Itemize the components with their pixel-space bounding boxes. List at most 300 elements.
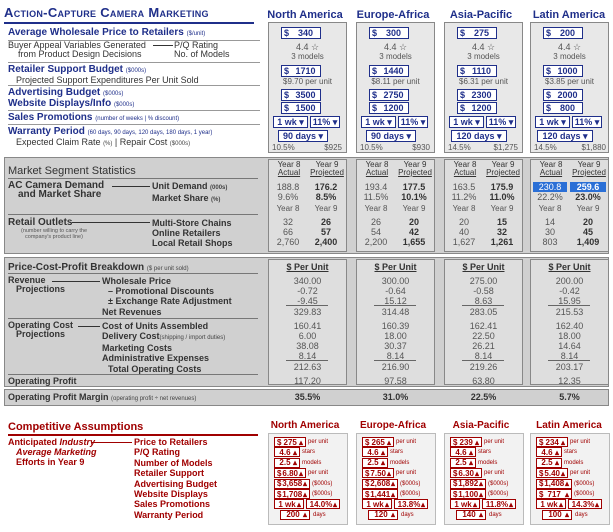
ca-models-unit-ap: models bbox=[478, 459, 498, 466]
advertising-input-la[interactable]: $ 2000 bbox=[543, 89, 583, 101]
demand-share-labels: Unit Demand (000s) Market Share (%) bbox=[152, 181, 228, 203]
ms-share-y8-la: 22.2% bbox=[537, 192, 563, 202]
pc-dc-na: 6.00 bbox=[298, 331, 317, 341]
ca-label-5: Website Displays bbox=[134, 489, 208, 500]
ca-label-1: P/Q Rating bbox=[134, 447, 181, 458]
pc-pd-la: -0.42 bbox=[559, 286, 580, 296]
warranty-select-la[interactable]: 120 days ▾ bbox=[537, 130, 593, 142]
stepper-icon: ▴ bbox=[302, 510, 307, 520]
ca-price-unit-ea: per unit bbox=[396, 439, 417, 445]
stepper-icon: ▴ bbox=[472, 499, 477, 509]
outlet-type-labels: Multi-Store Chains Online Retailers Local Retail Shops bbox=[152, 218, 233, 248]
ms-year8-head-na: Year 8 Actual bbox=[277, 160, 301, 177]
ca-warranty-unit-ea: days bbox=[401, 511, 414, 518]
advertising-label: Advertising Budget ($000s) bbox=[8, 87, 124, 98]
retailer-support-input-ea[interactable]: $ 1440 bbox=[369, 65, 409, 77]
promo-weeks-select-ea[interactable]: 1 wk ▾ bbox=[361, 116, 396, 128]
pc-nr-ea: 314.48 bbox=[381, 307, 410, 317]
stepper-icon: ▴ bbox=[386, 437, 391, 447]
ms-demand-y9-ap: 175.9 bbox=[490, 182, 514, 192]
claim-rate-ap: 14.5% bbox=[448, 143, 471, 152]
stepper-icon: ▴ bbox=[384, 499, 389, 509]
bracket-line bbox=[52, 281, 100, 282]
promo-discount-select-ea[interactable]: 11% ▾ bbox=[398, 116, 428, 128]
pc-dc-ea: 18.00 bbox=[384, 331, 407, 341]
pc-dc-la: 18.00 bbox=[558, 331, 581, 341]
ms-year8-head-la: Year 8 Actual bbox=[539, 160, 563, 177]
ms-local-y8-ea: 2,200 bbox=[364, 237, 388, 247]
ca-promo-weeks-ap[interactable]: 1 wk ▴ bbox=[450, 499, 480, 509]
ca-rs-input-ap[interactable]: $ 6.30 ▴ bbox=[450, 468, 482, 478]
stepper-icon: ▴ bbox=[468, 447, 473, 457]
divider bbox=[548, 360, 590, 361]
pq-rating-la: 4.4 ☆ bbox=[557, 42, 582, 52]
pc-dc-ap: 22.50 bbox=[472, 331, 495, 341]
operating-profit-label: Operating Profit bbox=[8, 376, 77, 386]
pc-ae-ea: 8.14 bbox=[386, 351, 405, 361]
star-icon: ☆ bbox=[486, 42, 496, 52]
ms-share-y9-la: 23.0% bbox=[575, 192, 601, 202]
pc-ca-ap: 162.41 bbox=[469, 321, 498, 331]
ca-promo-weeks-ea[interactable]: 1 wk ▴ bbox=[362, 499, 392, 509]
ms-chains-y8-ap: 20 bbox=[458, 217, 469, 227]
chevron-down-icon: ▾ bbox=[561, 117, 566, 127]
ca-price-unit-na: per unit bbox=[308, 439, 329, 445]
competitive-title: Competitive Assumptions bbox=[8, 421, 144, 433]
pc-wp-ea: 300.00 bbox=[381, 276, 410, 286]
website-input-ea[interactable]: $ 1200 bbox=[369, 102, 409, 114]
stepper-icon: ▴ bbox=[564, 489, 569, 499]
ca-ad-input-ea[interactable]: $ 2,608 ▴ bbox=[362, 479, 398, 489]
pc-ca-na: 160.41 bbox=[293, 321, 322, 331]
chevron-down-icon: ▾ bbox=[420, 117, 426, 127]
divider bbox=[8, 374, 258, 375]
divider bbox=[462, 360, 504, 361]
ca-web-unit-ea: ($000s) bbox=[400, 491, 421, 497]
pc-head-ap: $ Per Unit bbox=[462, 262, 505, 272]
ms-year9-head-la: Year 9 Projected bbox=[572, 160, 606, 177]
repair-cost-ea: $930 bbox=[412, 143, 430, 152]
ms-share-y8-ea: 11.5% bbox=[363, 192, 389, 202]
support-per-unit-la: $3.85 per unit bbox=[545, 77, 594, 86]
price-label: Average Wholesale Price to Retailers ($/unit) bbox=[8, 27, 206, 38]
ca-promo-weeks-na[interactable]: 1 wk ▴ bbox=[274, 499, 304, 509]
pc-op-ap: 63.80 bbox=[472, 376, 495, 386]
ca-models-unit-na: models bbox=[302, 459, 322, 466]
region-header-north-america: North America bbox=[267, 9, 343, 21]
ms-chains-y8-la: 14 bbox=[544, 217, 555, 227]
divider bbox=[548, 305, 590, 306]
stepper-icon: ▴ bbox=[380, 458, 385, 468]
ca-label-0: Price to Retailers bbox=[134, 437, 208, 447]
stepper-icon: ▴ bbox=[564, 479, 569, 489]
ca-models-input-ea[interactable]: 2.5 ▴ bbox=[362, 458, 388, 468]
pc-nr-la: 215.53 bbox=[555, 307, 584, 317]
ms-demand-y8-ap: 163.5 bbox=[452, 182, 476, 192]
models-ap: 3 models bbox=[467, 52, 500, 61]
pc-wp-na: 340.00 bbox=[293, 276, 322, 286]
ca-rs-unit-la: per unit bbox=[570, 470, 591, 477]
ca-web-unit-ap: ($000s) bbox=[488, 491, 509, 497]
advertising-input-ea[interactable]: $ 2750 bbox=[369, 89, 409, 101]
divider bbox=[8, 62, 260, 63]
website-label: Website Displays/Info ($000s) bbox=[8, 98, 135, 109]
stepper-icon: ▴ bbox=[332, 499, 337, 509]
ca-row-labels bbox=[134, 437, 217, 520]
stepper-icon: ▴ bbox=[474, 437, 479, 447]
ca-promo-weeks-la[interactable]: 1 wk ▴ bbox=[536, 499, 566, 509]
price-input-ap[interactable]: $ 275 bbox=[457, 27, 497, 39]
pc-toc-ea: 216.90 bbox=[381, 362, 410, 372]
stepper-icon: ▴ bbox=[478, 489, 483, 499]
pc-pd-na: -0.72 bbox=[297, 286, 318, 296]
promo-discount-select-na[interactable]: 11% ▾ bbox=[310, 116, 340, 128]
chevron-down-icon: ▾ bbox=[583, 131, 588, 141]
stepper-icon: ▴ bbox=[390, 510, 395, 520]
bracket-line bbox=[72, 222, 150, 223]
ca-pq-input-la[interactable]: 4.6 ▴ bbox=[536, 447, 562, 457]
warranty-select-ea[interactable]: 90 days ▾ bbox=[366, 130, 416, 142]
pc-margin-ea: 31.0% bbox=[382, 392, 409, 402]
claim-rate-la: 14.5% bbox=[534, 143, 557, 152]
bracket-line bbox=[153, 45, 173, 46]
advertising-input-na[interactable]: $ 3500 bbox=[281, 89, 321, 101]
pc-op-ea: 97.58 bbox=[384, 376, 407, 386]
stepper-icon: ▴ bbox=[420, 499, 425, 509]
website-input-na[interactable]: $ 1500 bbox=[281, 102, 321, 114]
stepper-icon: ▴ bbox=[380, 447, 385, 457]
support-per-unit-ea: $8.11 per unit bbox=[371, 77, 420, 86]
pc-mc-na: 38.08 bbox=[296, 341, 319, 351]
claim-repair-label: Expected Claim Rate (%) | Repair Cost ($000s) bbox=[16, 137, 191, 147]
chevron-down-icon: ▾ bbox=[594, 117, 600, 127]
buyer-appeal-label: Buyer Appeal Variables Generated from Product Design Decisions bbox=[8, 40, 146, 59]
divider bbox=[8, 85, 260, 86]
ms-demand-y8-na: 188.8 bbox=[276, 182, 300, 192]
ms-demand-y8-la: 230.8 bbox=[533, 182, 567, 192]
pc-nr-ap: 283.05 bbox=[469, 307, 498, 317]
pc-toc-la: 203.17 bbox=[555, 362, 584, 372]
stepper-icon: ▴ bbox=[594, 499, 599, 509]
website-input-la[interactable]: $ 800 bbox=[543, 102, 583, 114]
pc-mc-ea: 30.37 bbox=[384, 341, 407, 351]
divider bbox=[8, 110, 260, 111]
ca-pq-input-na[interactable]: 4.6 ▴ bbox=[274, 447, 300, 457]
ca-pq-input-ap[interactable]: 4.6 ▴ bbox=[450, 447, 476, 457]
pc-pd-ea: -0.64 bbox=[385, 286, 406, 296]
ms-online-y8-la: 30 bbox=[544, 227, 555, 237]
promo-discount-select-la[interactable]: 11% ▾ bbox=[572, 116, 602, 128]
pc-mc-la: 14.64 bbox=[558, 341, 581, 351]
stepper-icon: ▴ bbox=[558, 499, 563, 509]
stepper-icon: ▴ bbox=[292, 447, 297, 457]
ca-rs-unit-ea: per unit bbox=[396, 470, 417, 477]
margin-label: Operating Profit Margin (operating profit ÷ net revenues) bbox=[8, 392, 197, 402]
ca-label-4: Advertising Budget bbox=[134, 478, 218, 489]
stepper-icon: ▴ bbox=[478, 479, 483, 489]
ms-demand-y9-ea: 177.5 bbox=[402, 182, 426, 192]
ca-header-latin-america: Latin America bbox=[536, 420, 602, 431]
promo-weeks-select-ap[interactable]: 1 wk ▾ bbox=[449, 116, 484, 128]
ca-ad-unit-ap: ($000s) bbox=[488, 480, 509, 487]
ca-ad-input-ap[interactable]: $ 1,892 ▴ bbox=[450, 479, 486, 489]
ca-promo-pct-ap[interactable]: 11.8% ▴ bbox=[482, 499, 516, 509]
ca-rs-input-na[interactable]: $ 6.80 ▴ bbox=[274, 468, 306, 478]
bracket-line bbox=[112, 186, 150, 187]
chevron-down-icon: ▾ bbox=[497, 131, 502, 141]
ca-ad-unit-ea: ($000s) bbox=[400, 480, 421, 487]
ms-chains-y9-la: 20 bbox=[582, 217, 593, 227]
pc-toc-ap: 219.26 bbox=[469, 362, 498, 372]
ms-online-y9-ea: 42 bbox=[408, 227, 419, 237]
divider bbox=[8, 318, 258, 319]
chevron-down-icon: ▾ bbox=[508, 117, 514, 127]
ca-warranty-ea[interactable]: 120 ▴ bbox=[368, 510, 398, 520]
stepper-icon: ▴ bbox=[302, 479, 307, 489]
pc-head-na: $ Per Unit bbox=[286, 262, 329, 272]
ms-year9-head-ea: Year 9 Projected bbox=[398, 160, 432, 177]
ca-web-unit-la: ($000s) bbox=[574, 491, 595, 497]
stepper-icon: ▴ bbox=[560, 468, 565, 478]
ca-label-2: Number of Models bbox=[134, 457, 213, 468]
retail-outlets-label: Retail Outlets bbox=[8, 217, 73, 228]
ca-warranty-unit-na: days bbox=[313, 511, 326, 518]
title-underline bbox=[4, 22, 254, 24]
sales-promotions-label: Sales Promotions (number of weeks | % discount) bbox=[8, 112, 180, 123]
ca-models-input-ap[interactable]: 2.5 ▴ bbox=[450, 458, 476, 468]
pc-pd-ap: -0.58 bbox=[473, 286, 494, 296]
repair-cost-la: $1,880 bbox=[581, 143, 606, 152]
ms-online-y8-ap: 40 bbox=[458, 227, 469, 237]
star-icon: ☆ bbox=[572, 42, 582, 52]
ca-rs-unit-ap: per unit bbox=[484, 470, 505, 477]
ca-label-3: Retailer Support bbox=[134, 468, 205, 479]
repair-cost-ap: $1,275 bbox=[493, 143, 518, 152]
warranty-label: Warranty Period (60 days, 90 days, 120 days, 180 days, 1 year) bbox=[8, 126, 213, 137]
chevron-down-icon: ▾ bbox=[387, 117, 392, 127]
ms-online-y9-na: 57 bbox=[320, 227, 331, 237]
ms-year9-head-ap: Year 9 Projected bbox=[486, 160, 520, 177]
ca-ad-input-na[interactable]: $ 3,658 ▴ bbox=[274, 479, 310, 489]
ms-year9-head-na: Year 9 Projected bbox=[310, 160, 344, 177]
ms-year9-label-ap: Year 9 bbox=[490, 204, 514, 213]
ms-share-y8-na: 9.6% bbox=[277, 192, 299, 202]
ca-price-unit-la: per unit bbox=[570, 439, 591, 445]
ca-pq-unit-la: stars bbox=[564, 449, 578, 456]
stepper-icon: ▴ bbox=[296, 499, 301, 509]
region-header-asia-pacific: Asia-Pacific bbox=[449, 9, 513, 21]
ms-year9-label-na: Year 9 bbox=[314, 204, 338, 213]
chevron-down-icon: ▾ bbox=[475, 117, 480, 127]
price-input-la[interactable]: $ 200 bbox=[543, 27, 583, 39]
ca-warranty-unit-la: days bbox=[575, 511, 588, 518]
revenue-label: Revenue Projections bbox=[8, 275, 66, 294]
stepper-icon: ▴ bbox=[302, 489, 307, 499]
stepper-icon: ▴ bbox=[390, 479, 395, 489]
ms-demand-y9-la: 259.6 bbox=[570, 182, 606, 192]
pq-models-labels: P/Q Rating No. of Models bbox=[174, 40, 230, 59]
ms-local-y8-ap: 1,627 bbox=[452, 237, 476, 247]
ca-ad-unit-la: ($000s) bbox=[574, 480, 595, 487]
pc-ca-la: 162.40 bbox=[555, 321, 584, 331]
ms-year8-head-ap: Year 8 Actual bbox=[453, 160, 477, 177]
ms-share-y9-na: 8.5% bbox=[315, 192, 337, 202]
pq-rating-na: 4.4 ☆ bbox=[295, 42, 320, 52]
pc-er-ea: 15.12 bbox=[384, 296, 407, 306]
pc-nr-na: 329.83 bbox=[293, 307, 322, 317]
promo-weeks-select-la[interactable]: 1 wk ▾ bbox=[535, 116, 570, 128]
price-input-na[interactable]: $ 340 bbox=[281, 27, 321, 39]
retailer-support-input-la[interactable]: $ 1000 bbox=[543, 65, 583, 77]
ms-chains-y9-ea: 20 bbox=[408, 217, 419, 227]
ca-warranty-la[interactable]: 100 ▴ bbox=[542, 510, 572, 520]
ca-ad-input-la[interactable]: $ 1,408 ▴ bbox=[536, 479, 572, 489]
operating-cost-label: Operating Cost Projections bbox=[8, 320, 74, 339]
ca-rs-unit-na: per unit bbox=[308, 470, 329, 477]
website-input-ap[interactable]: $ 1200 bbox=[457, 102, 497, 114]
advertising-input-ap[interactable]: $ 2300 bbox=[457, 89, 497, 101]
pc-toc-na: 212.63 bbox=[293, 362, 322, 372]
stepper-icon: ▴ bbox=[508, 499, 513, 509]
ca-price-input-ap[interactable]: $ 239 ▴ bbox=[450, 437, 482, 447]
ms-local-y9-ea: 1,655 bbox=[402, 237, 426, 247]
ca-warranty-na[interactable]: 200 ▴ bbox=[280, 510, 310, 520]
ms-chains-y8-ea: 26 bbox=[370, 217, 381, 227]
pc-ae-na: 8.14 bbox=[298, 351, 317, 361]
warranty-select-ap[interactable]: 120 days ▾ bbox=[451, 130, 507, 142]
ca-web-input-ea[interactable]: $ 1,441 ▴ bbox=[362, 489, 398, 499]
ca-web-unit-na: ($000s) bbox=[312, 491, 333, 497]
ca-header-north-america: North America bbox=[270, 420, 340, 431]
title-underline bbox=[8, 434, 258, 436]
chevron-down-icon: ▾ bbox=[299, 117, 304, 127]
ms-local-y8-na: 2,760 bbox=[276, 237, 300, 247]
ca-price-unit-ap: per unit bbox=[484, 439, 505, 445]
pc-wp-la: 200.00 bbox=[555, 276, 584, 286]
ca-web-input-na[interactable]: $ 1,708 ▴ bbox=[274, 489, 310, 499]
chevron-down-icon: ▾ bbox=[332, 117, 338, 127]
stepper-icon: ▴ bbox=[390, 489, 395, 499]
ca-rs-input-la[interactable]: $ 5.40 ▴ bbox=[536, 468, 568, 478]
ms-chains-y9-ap: 15 bbox=[496, 217, 507, 227]
ms-local-y9-ap: 1,261 bbox=[490, 237, 514, 247]
pc-wp-ap: 275.00 bbox=[469, 276, 498, 286]
ca-promo-pct-na[interactable]: 14.0% ▴ bbox=[306, 499, 340, 509]
ca-warranty-unit-ap: days bbox=[489, 511, 502, 518]
ms-year8-label-ap: Year 8 bbox=[452, 204, 476, 213]
claim-rate-ea: 10.5% bbox=[360, 143, 383, 152]
ms-local-y8-la: 803 bbox=[542, 237, 558, 247]
pc-op-la: 12.35 bbox=[558, 376, 581, 386]
retailer-support-input-ap[interactable]: $ 1110 bbox=[457, 65, 497, 77]
pc-ae-la: 8.14 bbox=[560, 351, 579, 361]
pc-margin-la: 5.7% bbox=[559, 392, 580, 402]
ms-year9-label-ea: Year 9 bbox=[402, 204, 426, 213]
pq-rating-ap: 4.4 ☆ bbox=[471, 42, 496, 52]
pc-er-la: 15.95 bbox=[558, 296, 581, 306]
models-na: 3 models bbox=[291, 52, 324, 61]
pc-margin-na: 35.5% bbox=[294, 392, 321, 402]
stepper-icon: ▴ bbox=[298, 468, 303, 478]
divider bbox=[374, 360, 416, 361]
ca-pq-unit-ea: stars bbox=[390, 449, 404, 456]
pc-margin-ap: 22.5% bbox=[470, 392, 497, 402]
warranty-select-na[interactable]: 90 days ▾ bbox=[278, 130, 328, 142]
ca-price-input-na[interactable]: $ 275 ▴ bbox=[274, 437, 306, 447]
pc-op-na: 117.20 bbox=[294, 376, 321, 386]
pc-er-ap: 8.63 bbox=[474, 296, 493, 306]
ca-pq-unit-na: stars bbox=[302, 449, 316, 456]
pc-ae-ap: 8.14 bbox=[474, 351, 493, 361]
region-header-europe-africa: Europe-Africa bbox=[356, 9, 430, 21]
pc-ca-ea: 160.39 bbox=[381, 321, 410, 331]
promo-discount-select-ap[interactable]: 11% ▾ bbox=[486, 116, 516, 128]
ms-demand-y9-na: 176.2 bbox=[314, 182, 338, 192]
pc-mc-ap: 26.21 bbox=[472, 341, 495, 351]
divider bbox=[8, 273, 258, 274]
ca-rs-input-ea[interactable]: $ 7.50 ▴ bbox=[362, 468, 394, 478]
divider bbox=[462, 305, 504, 306]
stepper-icon: ▴ bbox=[468, 458, 473, 468]
ca-warranty-ap[interactable]: 140 ▴ bbox=[456, 510, 486, 520]
ca-web-input-la[interactable]: $ 717 ▴ bbox=[536, 489, 572, 499]
ms-online-y8-na: 66 bbox=[282, 227, 293, 237]
promo-weeks-select-na[interactable]: 1 wk ▾ bbox=[273, 116, 308, 128]
ms-online-y9-la: 45 bbox=[582, 227, 593, 237]
pcp-title: Price-Cost-Profit Breakdown ($ per unit sold) bbox=[8, 262, 189, 273]
ca-pq-input-ea[interactable]: 4.6 ▴ bbox=[362, 447, 388, 457]
camera-demand-label: AC Camera Demand and Market Share bbox=[8, 180, 105, 200]
stepper-icon: ▴ bbox=[560, 437, 565, 447]
ms-year8-head-ea: Year 8 Actual bbox=[365, 160, 389, 177]
stepper-icon: ▴ bbox=[292, 458, 297, 468]
ca-models-unit-la: models bbox=[564, 459, 584, 466]
ca-models-input-na[interactable]: 2.5 ▴ bbox=[274, 458, 300, 468]
market-segment-title: Market Segment Statistics bbox=[8, 165, 136, 177]
star-icon: ☆ bbox=[398, 42, 408, 52]
bracket-line bbox=[78, 326, 100, 327]
ca-header-europe-africa: Europe-Africa bbox=[359, 420, 427, 431]
ms-chains-y8-na: 32 bbox=[282, 217, 293, 227]
ms-year9-label-la: Year 9 bbox=[576, 204, 600, 213]
pc-head-ea: $ Per Unit bbox=[374, 262, 417, 272]
ca-models-input-la[interactable]: 2.5 ▴ bbox=[536, 458, 562, 468]
price-input-ea[interactable]: $ 300 bbox=[369, 27, 409, 39]
retailer-support-input-na[interactable]: $ 1710 bbox=[281, 65, 321, 77]
ca-label-7: Warranty Period bbox=[134, 509, 204, 520]
ms-online-y9-ap: 32 bbox=[496, 227, 507, 237]
retailer-support-label: Retailer Support Budget ($000s) bbox=[8, 64, 147, 75]
page-title: Action-Capture Camera Marketing bbox=[4, 5, 209, 20]
stepper-icon: ▴ bbox=[554, 447, 559, 457]
ca-promo-pct-ea[interactable]: 13.8% ▴ bbox=[394, 499, 428, 509]
ca-web-input-ap[interactable]: $ 1,100 ▴ bbox=[450, 489, 486, 499]
stepper-icon: ▴ bbox=[554, 458, 559, 468]
ms-share-y9-ap: 11.0% bbox=[489, 192, 515, 202]
stepper-icon: ▴ bbox=[298, 437, 303, 447]
models-la: 3 models bbox=[553, 52, 586, 61]
projected-support-label: Projected Support Expenditures Per Unit Sold bbox=[16, 75, 199, 85]
ca-models-unit-ea: models bbox=[390, 459, 410, 466]
divider bbox=[8, 214, 258, 215]
ca-price-input-la[interactable]: $ 234 ▴ bbox=[536, 437, 568, 447]
ca-promo-pct-la[interactable]: 14.3% ▴ bbox=[568, 499, 602, 509]
anticipated-label: Anticipated Industry Average Marketing Efforts in Year 9 bbox=[8, 437, 97, 467]
stepper-icon: ▴ bbox=[474, 468, 479, 478]
divider bbox=[8, 124, 260, 125]
ms-year8-label-la: Year 8 bbox=[538, 204, 562, 213]
ca-price-input-ea[interactable]: $ 265 ▴ bbox=[362, 437, 394, 447]
